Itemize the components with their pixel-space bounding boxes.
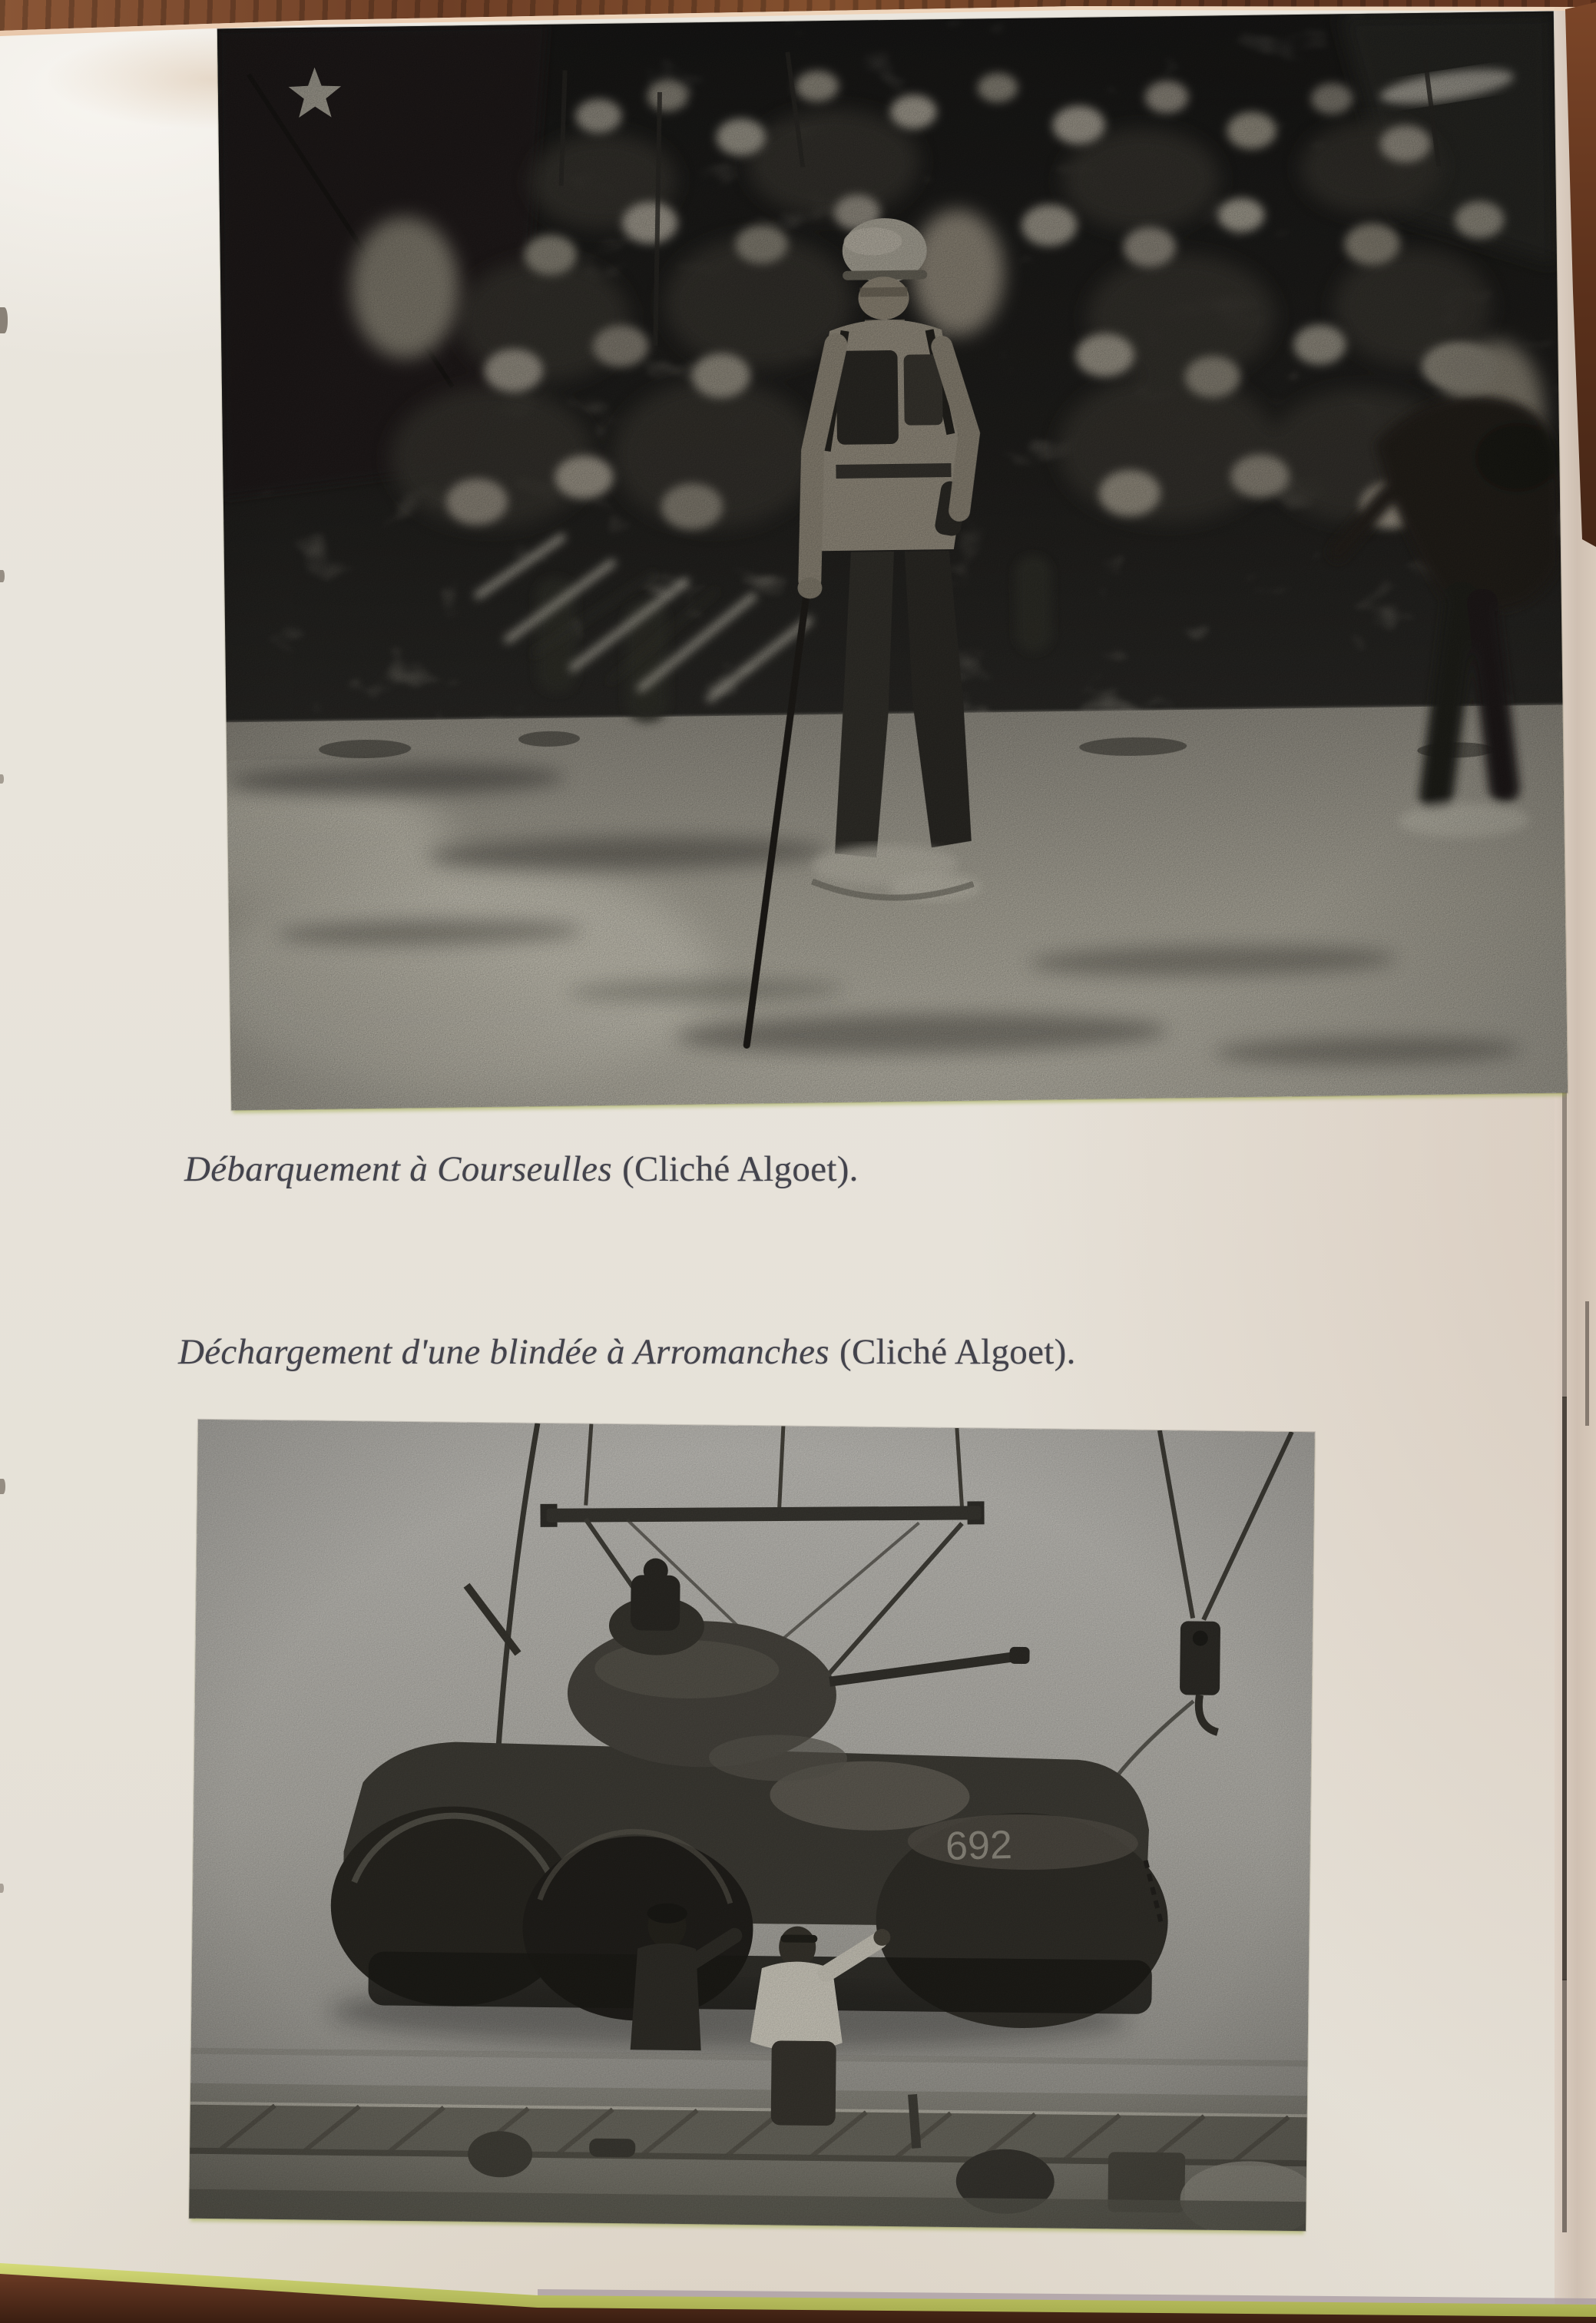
board-edge-shadow [1562, 1397, 1567, 1980]
photo-courseulles-art [217, 12, 1568, 1111]
caption-arromanches-italic: Déchargement d'une blindée à Arromanches [178, 1332, 829, 1372]
photo-arromanches-art [189, 1420, 1315, 2231]
caption-arromanches-credit: (Cliché Algoet). [839, 1332, 1076, 1372]
caption-courseulles [184, 1150, 859, 1190]
page-bottom-edge [0, 2251, 1596, 2323]
page-edge-speck [0, 570, 5, 582]
page-edge-speck [0, 1479, 5, 1494]
photo-arromanches-unloading [189, 1420, 1315, 2231]
page-edge-shadow [1585, 1301, 1589, 1426]
page-edge-speck [0, 774, 4, 784]
photo-courseulles-landing [217, 12, 1568, 1111]
page-edge-speck [0, 307, 8, 333]
page-edge-speck [0, 1884, 4, 1893]
caption-arromanches [178, 1333, 1076, 1373]
caption-courseulles-italic: Débarquement à Courseulles [184, 1149, 612, 1189]
board-edge-shadow [1562, 1979, 1567, 2232]
caption-courseulles-credit: (Cliché Algoet). [622, 1149, 859, 1189]
